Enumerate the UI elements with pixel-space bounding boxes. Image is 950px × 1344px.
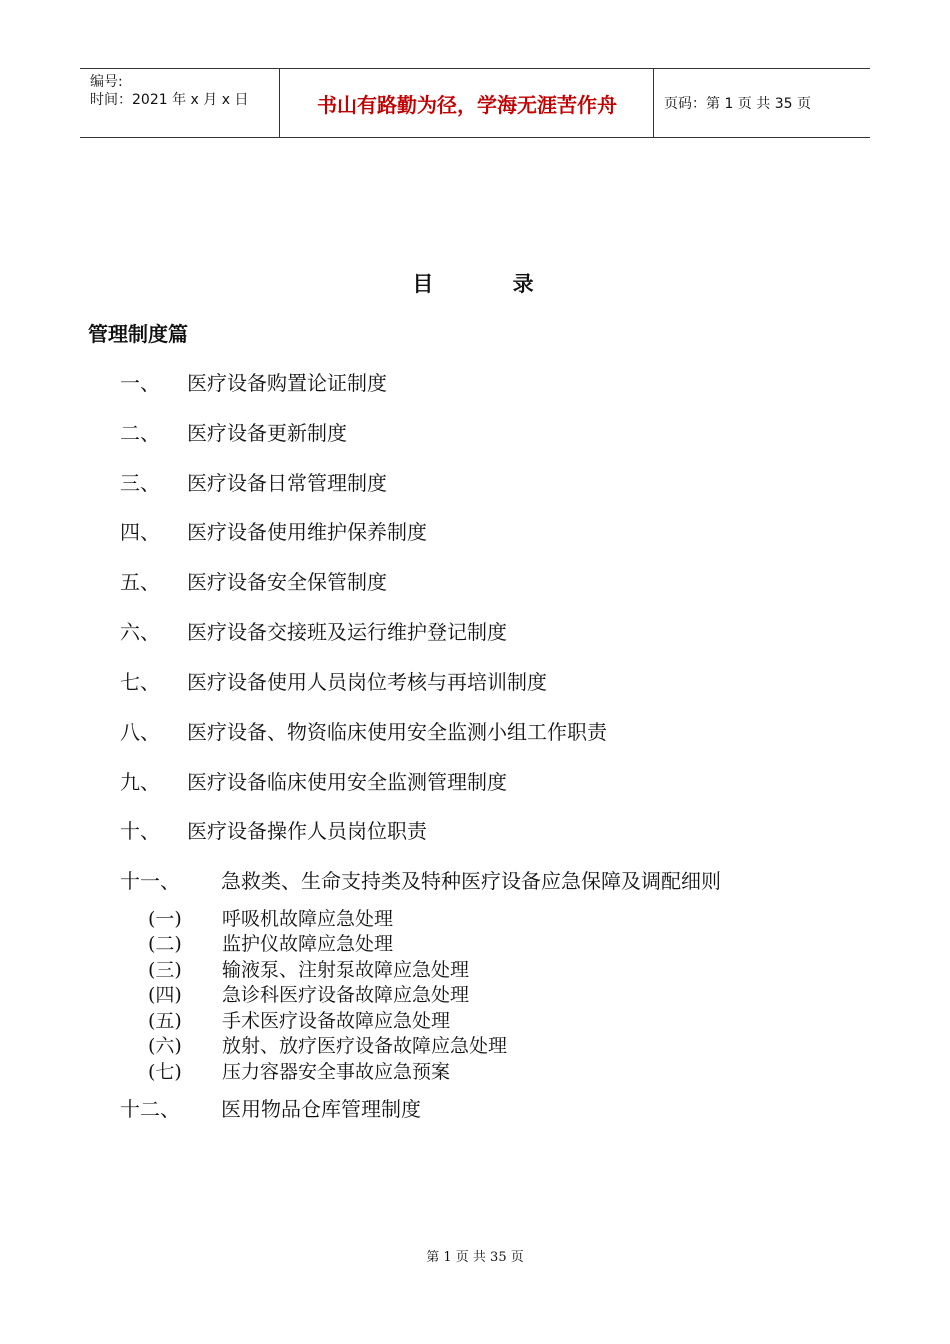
toc-subitem-number: (四) <box>148 984 182 1006</box>
toc-subitem-text: 压力容器安全事故应急预案 <box>222 1061 451 1083</box>
toc-subitem-text: 急诊科医疗设备故障应急处理 <box>222 984 470 1006</box>
toc-subitem-text: 呼吸机故障应急处理 <box>222 908 394 930</box>
toc-item-text: 医疗设备操作人员岗位职责 <box>187 819 427 843</box>
toc-item-text: 医疗设备、物资临床使用安全监测小组工作职责 <box>187 720 607 744</box>
toc-item-number: 二、 <box>120 421 160 445</box>
page-title: 目 录 <box>412 272 538 296</box>
toc-item-text: 医疗设备使用维护保养制度 <box>187 520 427 544</box>
section-title: 管理制度篇 <box>88 322 188 346</box>
toc-item-text: 医疗设备安全保管制度 <box>187 570 387 594</box>
toc-item-text: 医疗设备购置论证制度 <box>187 371 387 395</box>
page-footer: 第 1 页 共 35 页 <box>426 1250 524 1265</box>
number-label: 编号: <box>90 74 123 90</box>
toc-subitem-number: (一) <box>148 908 182 930</box>
toc-item-text: 医用物品仓库管理制度 <box>221 1097 421 1121</box>
toc-item-number: 四、 <box>120 520 160 544</box>
header-table <box>80 68 870 138</box>
header-motto: 书山有路勤为径，学海无涯苦作舟 <box>281 69 654 137</box>
toc-item-number: 三、 <box>120 471 160 495</box>
toc-item-number: 一、 <box>120 371 160 395</box>
toc-item-number: 七、 <box>120 670 160 694</box>
toc-item-text: 医疗设备交接班及运行维护登记制度 <box>187 620 507 644</box>
toc-subitem-number: (二) <box>148 933 182 955</box>
toc-subitem-text: 放射、放疗医疗设备故障应急处理 <box>222 1035 508 1057</box>
toc-subitem-text: 监护仪故障应急处理 <box>222 933 394 955</box>
toc-subitem-number: (七) <box>148 1061 182 1083</box>
toc-item-number: 十二、 <box>120 1097 180 1121</box>
toc-item-text: 医疗设备日常管理制度 <box>187 471 387 495</box>
toc-subitem-number: (三) <box>148 959 182 981</box>
toc-subitem-number: (六) <box>148 1035 182 1057</box>
toc-item-number: 六、 <box>120 620 160 644</box>
toc-item-number: 九、 <box>120 770 160 794</box>
toc-item-text: 医疗设备临床使用安全监测管理制度 <box>187 770 507 794</box>
toc-item-text: 医疗设备使用人员岗位考核与再培训制度 <box>187 670 547 694</box>
header-page-info: 页码：第 1 页 共 35 页 <box>664 96 811 112</box>
toc-item-text: 医疗设备更新制度 <box>187 421 347 445</box>
toc-subitem-text: 手术医疗设备故障应急处理 <box>222 1010 451 1032</box>
header-meta-cell <box>80 69 280 137</box>
toc-item-number: 十一、 <box>120 869 180 893</box>
toc-item-number: 八、 <box>120 720 160 744</box>
toc-item-text: 急救类、生命支持类及特种医疗设备应急保障及调配细则 <box>221 869 721 893</box>
toc-subitem-number: (五) <box>148 1010 182 1032</box>
toc-item-number: 五、 <box>120 570 160 594</box>
date-label: 时间：2021 年 x 月 x 日 <box>90 92 249 108</box>
toc-subitem-text: 输液泵、注射泵故障应急处理 <box>222 959 470 981</box>
toc-item-number: 十、 <box>120 819 160 843</box>
